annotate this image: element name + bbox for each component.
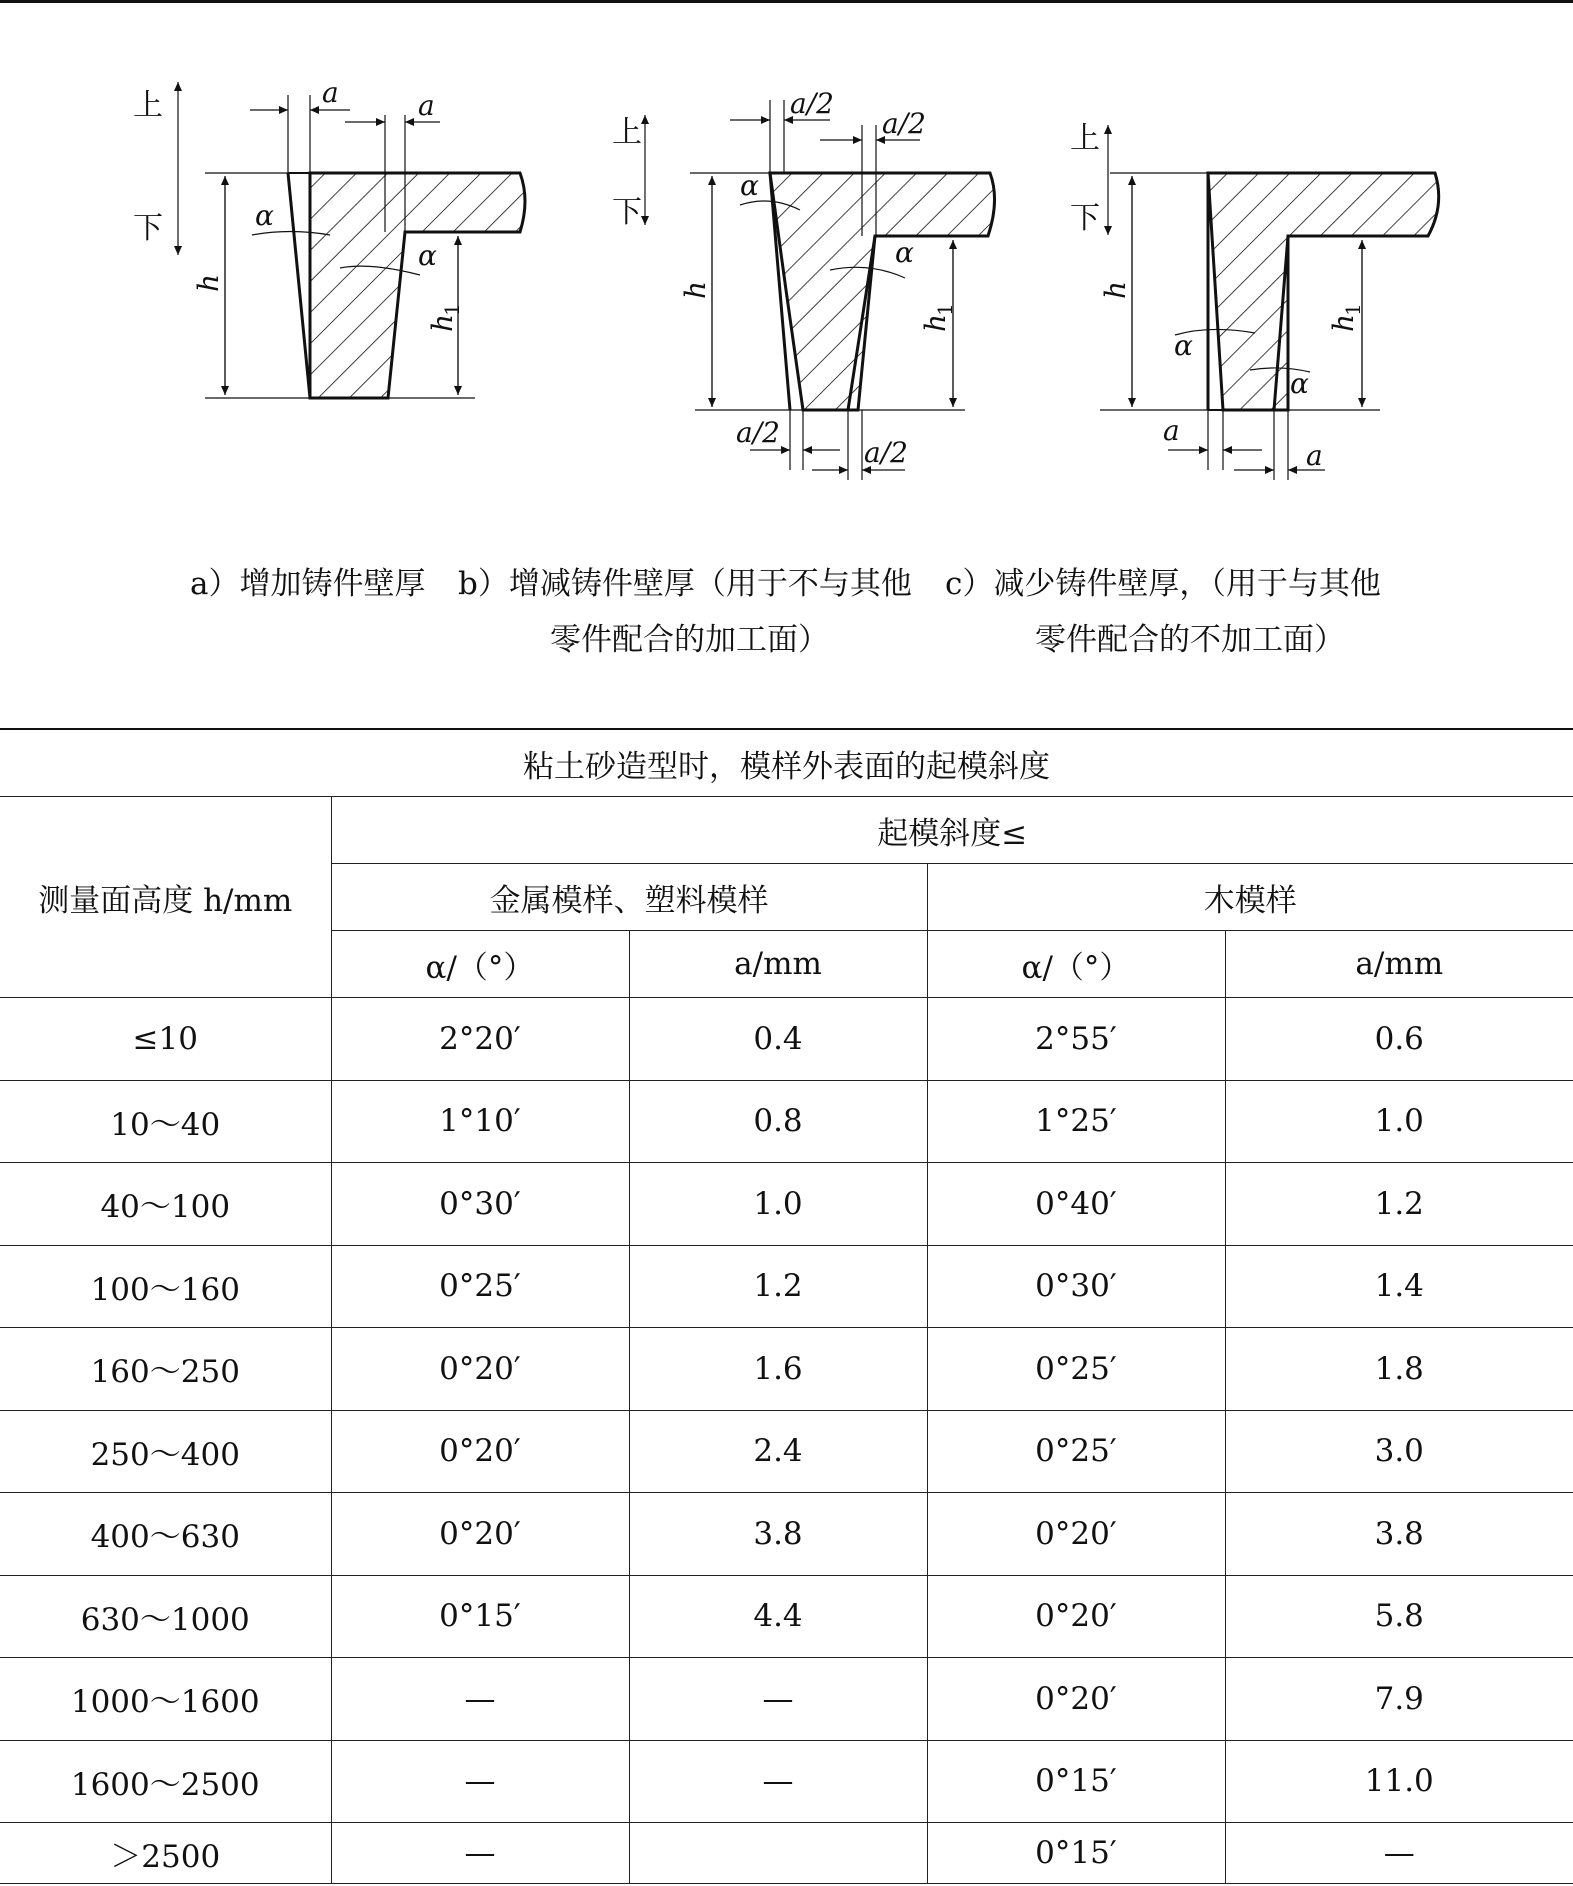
caption-b-line2: 零件配合的加工面） bbox=[550, 622, 829, 658]
fig-a-alpha-right: α bbox=[418, 239, 437, 272]
table-cell-mm: 0.8 bbox=[629, 1080, 927, 1163]
fig-b-a-half-bottom-right: a/2 bbox=[864, 436, 908, 469]
fig-b-alpha-left: α bbox=[740, 169, 759, 202]
table-cell-h: 160～250 bbox=[0, 1328, 331, 1411]
table-row bbox=[0, 1328, 1573, 1411]
table-cell-h: 100～160 bbox=[0, 1245, 331, 1328]
table-cell-h: 250～400 bbox=[0, 1410, 331, 1493]
fig-c-alpha-right: α bbox=[1290, 367, 1309, 400]
table-row bbox=[0, 1575, 1573, 1658]
table-cell-ma: — bbox=[331, 1658, 629, 1741]
sub-header-wood-alpha: α/（°） bbox=[927, 931, 1225, 998]
caption-c-line2: 零件配合的不加工面） bbox=[1035, 622, 1345, 658]
table-title: 粘土砂造型时，模样外表面的起模斜度 bbox=[0, 729, 1573, 797]
table-row bbox=[0, 1163, 1573, 1246]
sub-header-metal-alpha: α/（°） bbox=[331, 931, 629, 998]
table-row bbox=[0, 1658, 1573, 1741]
svg-text:h: h bbox=[426, 313, 459, 332]
table-cell-wa: 0°15′ bbox=[927, 1823, 1225, 1884]
table-row bbox=[0, 1080, 1573, 1163]
fig-b-a-half-bottom-left: a/2 bbox=[736, 416, 780, 449]
fig-a-h1 bbox=[426, 303, 464, 332]
col-header-wood: 木模样 bbox=[927, 864, 1573, 931]
table-row bbox=[0, 998, 1573, 1081]
table-cell-wa: 0°20′ bbox=[927, 1658, 1225, 1741]
table-cell-h: 40～100 bbox=[0, 1163, 331, 1246]
table-cell-wa: 2°55′ bbox=[927, 998, 1225, 1081]
figure-a bbox=[178, 82, 525, 398]
sub-header-metal-a: a/mm bbox=[629, 931, 927, 998]
fig-b-h1 bbox=[919, 303, 957, 332]
fig-c-down-label: 下 bbox=[1070, 201, 1100, 236]
table-cell-wa: 0°20′ bbox=[927, 1493, 1225, 1576]
fig-b-up-label: 上 bbox=[612, 115, 642, 150]
table-cell-h: 400～630 bbox=[0, 1493, 331, 1576]
table-cell-wa: 0°15′ bbox=[927, 1740, 1225, 1823]
col-header-metal: 金属模样、塑料模样 bbox=[331, 864, 927, 931]
table-cell-wm: 5.8 bbox=[1225, 1575, 1573, 1658]
fig-a-up-label: 上 bbox=[133, 88, 163, 123]
col-header-draft: 起模斜度≤ bbox=[331, 797, 1573, 864]
caption-c-line1: c）减少铸件壁厚，（用于与其他 bbox=[945, 566, 1381, 602]
table-cell-ma: 1°10′ bbox=[331, 1080, 629, 1163]
table-cell-wa: 0°40′ bbox=[927, 1163, 1225, 1246]
table-cell-mm: 2.4 bbox=[629, 1410, 927, 1493]
table-cell-ma: 2°20′ bbox=[331, 998, 629, 1081]
table-cell-mm: 3.8 bbox=[629, 1493, 927, 1576]
table-row bbox=[0, 1823, 1573, 1884]
table-cell-mm: 0.4 bbox=[629, 998, 927, 1081]
table-cell-wm: 3.8 bbox=[1225, 1493, 1573, 1576]
svg-text:1: 1 bbox=[933, 303, 957, 316]
table-row bbox=[0, 1740, 1573, 1823]
table-cell-wm: 11.0 bbox=[1225, 1740, 1573, 1823]
fig-c-a-right: a bbox=[1306, 439, 1323, 472]
table-cell-wa: 0°20′ bbox=[927, 1575, 1225, 1658]
table-cell-wa: 0°25′ bbox=[927, 1328, 1225, 1411]
table-cell-h: 10～40 bbox=[0, 1080, 331, 1163]
table-cell-h: 1000～1600 bbox=[0, 1658, 331, 1741]
table-cell-wm: 7.9 bbox=[1225, 1658, 1573, 1741]
fig-c-h: h bbox=[1099, 280, 1132, 299]
table-cell-mm: 1.6 bbox=[629, 1328, 927, 1411]
table-cell-wa: 0°30′ bbox=[927, 1245, 1225, 1328]
draft-angle-table bbox=[0, 728, 1573, 1884]
svg-text:1: 1 bbox=[1341, 303, 1365, 316]
table-cell-mm: 1.0 bbox=[629, 1163, 927, 1246]
table-cell-ma: 0°30′ bbox=[331, 1163, 629, 1246]
table-cell-ma: 0°15′ bbox=[331, 1575, 629, 1658]
fig-c-alpha-left: α bbox=[1174, 329, 1193, 362]
table-cell-ma: 0°20′ bbox=[331, 1328, 629, 1411]
table-cell-wm: 1.8 bbox=[1225, 1328, 1573, 1411]
table-cell-wa: 0°25′ bbox=[927, 1410, 1225, 1493]
sub-header-wood-a: a/mm bbox=[1225, 931, 1573, 998]
table-cell-h: ≤10 bbox=[0, 998, 331, 1081]
fig-a-a-left: a bbox=[322, 76, 339, 109]
table-cell-wm: 1.2 bbox=[1225, 1163, 1573, 1246]
fig-b-a-half-top-right: a/2 bbox=[882, 107, 926, 140]
table-row bbox=[0, 1410, 1573, 1493]
table-row bbox=[0, 1493, 1573, 1576]
table-cell-h: ＞2500 bbox=[0, 1823, 331, 1884]
table-cell-wm: 1.4 bbox=[1225, 1245, 1573, 1328]
table-cell-ma: — bbox=[331, 1823, 629, 1884]
table-cell-mm: 4.4 bbox=[629, 1575, 927, 1658]
table-cell-wm: 3.0 bbox=[1225, 1410, 1573, 1493]
fig-c-up-label: 上 bbox=[1070, 121, 1100, 156]
fig-a-down-label: 下 bbox=[133, 211, 163, 246]
table-cell-h: 630～1000 bbox=[0, 1575, 331, 1658]
fig-a-alpha-left: α bbox=[255, 199, 274, 232]
fig-b-h: h bbox=[679, 280, 712, 299]
svg-text:1: 1 bbox=[440, 303, 464, 316]
svg-text:h: h bbox=[1327, 313, 1360, 332]
fig-a-h: h bbox=[192, 273, 225, 292]
table-cell-wa: 1°25′ bbox=[927, 1080, 1225, 1163]
table-cell-ma: — bbox=[331, 1740, 629, 1823]
fig-b-a-half-top-left: a/2 bbox=[790, 87, 834, 120]
caption-b-line1: b）增减铸件壁厚（用于不与其他 bbox=[458, 566, 912, 602]
table-cell-mm: — bbox=[629, 1740, 927, 1823]
table-cell-ma: 0°20′ bbox=[331, 1493, 629, 1576]
table-cell-wm: — bbox=[1225, 1823, 1573, 1884]
fig-b-alpha-right: α bbox=[895, 236, 914, 269]
col-header-height-text: 测量面高度 h/mm bbox=[38, 882, 293, 919]
figure-c bbox=[1100, 125, 1439, 480]
svg-text:h: h bbox=[919, 313, 952, 332]
table-cell-wm: 1.0 bbox=[1225, 1080, 1573, 1163]
table-cell-wm: 0.6 bbox=[1225, 998, 1573, 1081]
table-cell-ma: 0°20′ bbox=[331, 1410, 629, 1493]
fig-a-a-right: a bbox=[418, 89, 435, 122]
table-cell-mm: 1.2 bbox=[629, 1245, 927, 1328]
caption-a: a）增加铸件壁厚 bbox=[190, 566, 426, 602]
table-cell-ma: 0°25′ bbox=[331, 1245, 629, 1328]
table-cell-h: 1600～2500 bbox=[0, 1740, 331, 1823]
table-row bbox=[0, 1245, 1573, 1328]
fig-c-h1 bbox=[1327, 303, 1365, 332]
col-header-height bbox=[0, 797, 331, 998]
table-cell-mm: — bbox=[629, 1658, 927, 1741]
fig-c-a-left: a bbox=[1163, 414, 1180, 447]
table-cell-mm bbox=[629, 1823, 927, 1884]
fig-b-down-label: 下 bbox=[612, 195, 642, 230]
